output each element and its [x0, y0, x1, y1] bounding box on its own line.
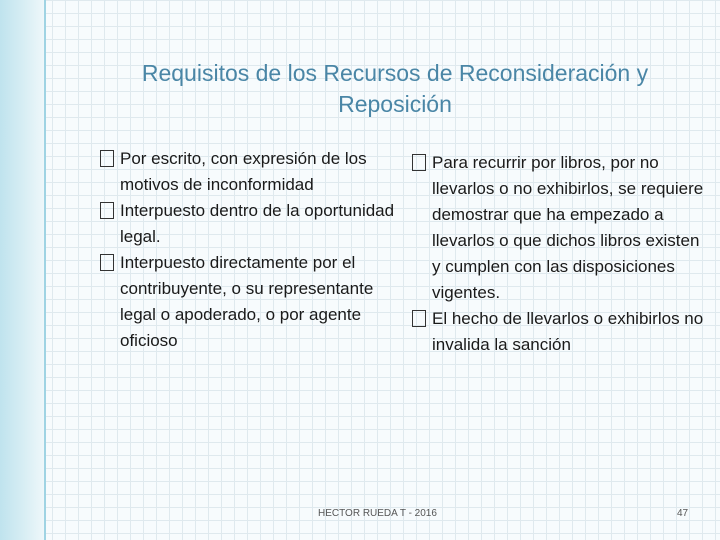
bullet-text: Interpuesto directamente por el contribuyente, o su representante legal o apoderado, o por agente oficioso: [120, 253, 374, 350]
bullet-item: [100, 198, 400, 250]
bullet-box-icon: [100, 202, 114, 219]
bullet-box-icon: [100, 254, 114, 271]
right-column: [412, 150, 712, 358]
bullet-text: Para recurrir por libros, por no llevarlos o no exhibirlos, se requiere demostrar que ha empezado a llevarlos o que dichos libros existen y cumplen con las disposiciones vigentes.: [432, 153, 704, 302]
page-number: 47: [677, 508, 689, 519]
bullet-item: [412, 150, 712, 306]
slide-title: Requisitos de los Recursos de Reconsideración y Reposición: [141, 60, 649, 117]
bullet-text: Interpuesto dentro de la oportunidad legal.: [120, 201, 395, 246]
bullet-box-icon: [412, 310, 426, 327]
bullet-text: El hecho de llevarlos o exhibirlos no invalida la sanción: [432, 309, 704, 354]
bullet-item: [100, 250, 400, 354]
bullet-item: [412, 306, 712, 358]
bullet-item: [100, 146, 400, 198]
left-decorative-band: [0, 0, 44, 540]
left-band-border: [44, 0, 46, 540]
slide-footer: HECTOR RUEDA T - 2016: [318, 508, 437, 519]
bullet-text: Por escrito, con expresión de los motivos de inconformidad: [120, 149, 367, 194]
left-column: [100, 146, 400, 354]
bullet-box-icon: [412, 154, 426, 171]
bullet-box-icon: [100, 150, 114, 167]
